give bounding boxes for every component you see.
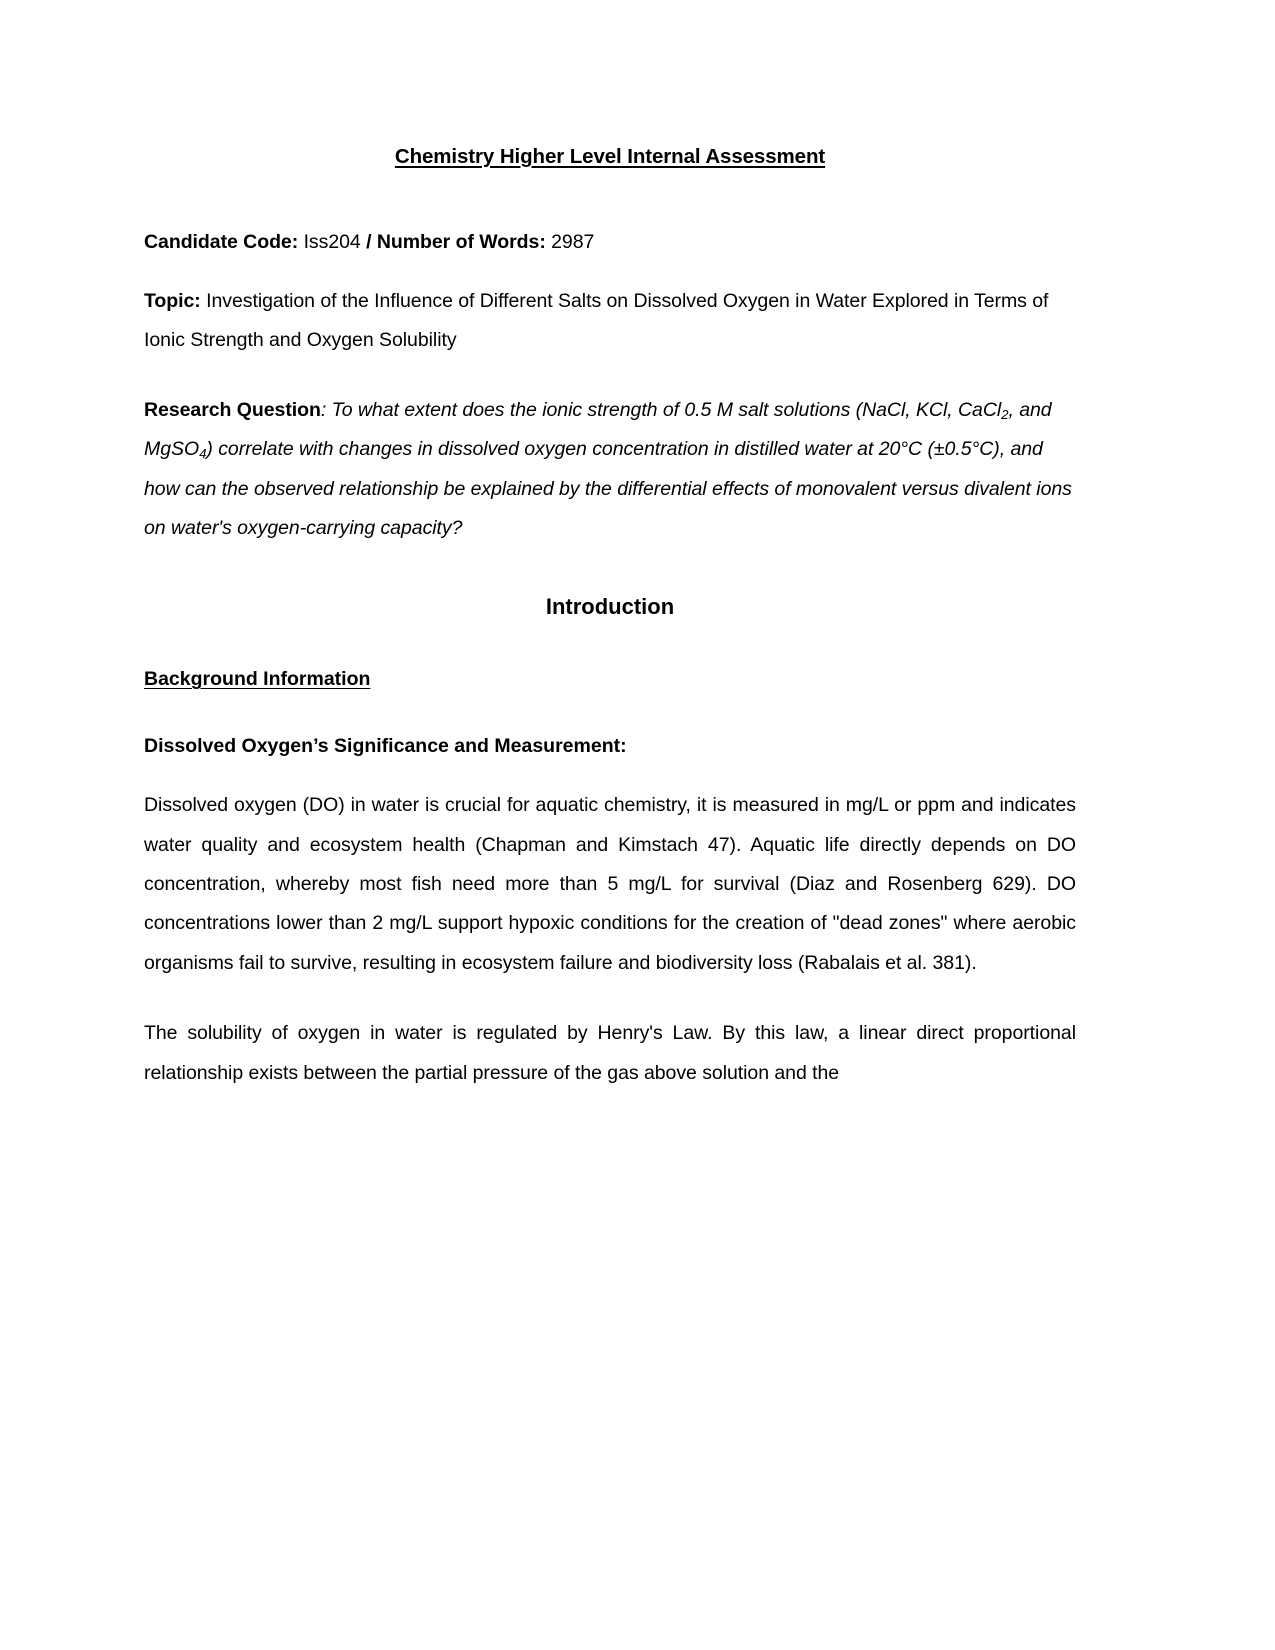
meta-separator: / — [366, 230, 372, 253]
subheading-background-information-text: Background Information — [144, 668, 371, 691]
candidate-meta-line — [144, 168, 1076, 253]
research-question-part-1: To what extent does the ionic strength of 0.5 M salt solutions (NaCl, KCl, CaCl — [331, 398, 1002, 421]
research-question-subscript-1: 2 — [1001, 406, 1009, 422]
research-question-part-2: , and MgSO — [144, 398, 1052, 461]
document-content — [144, 0, 1076, 1093]
section-heading-introduction: Introduction — [545, 594, 675, 620]
word-count-value: 2987 — [551, 230, 595, 253]
research-question-block — [144, 361, 1076, 549]
topic-label: Topic: — [144, 290, 201, 312]
research-question-label: Research Question — [144, 398, 321, 421]
word-count-label: Number of Words: — [376, 230, 546, 253]
candidate-code-value: Iss204 — [303, 230, 361, 253]
topic-text: Investigation of the Influence of Different Salts on Dissolved Oxygen in Water Explored in Terms of Ionic Strength and Oxygen Solubility — [144, 290, 1049, 352]
research-question-colon: : — [320, 398, 327, 421]
research-question-subscript-2: 4 — [199, 446, 207, 462]
subheading-dissolved-oxygen-significance: Dissolved Oxygen’s Significance and Measurement: — [144, 734, 627, 757]
subheading-background-information — [144, 618, 1076, 690]
body-paragraph-2: The solubility of oxygen in water is regulated by Henry's Law. By this law, a linear direct proportional relationship exists between the partial pressure of the gas above solution and the — [144, 1022, 1076, 1084]
research-question-part-3: ) correlate with changes in dissolved oxygen concentration in distilled water at 20°C (±0.5°C), and how can the observed relationship be explained by the differential effects of monovalent versus divalent ions on water's oxygen-carrying capacity? — [144, 438, 1072, 539]
candidate-code-label: Candidate Code: — [144, 230, 299, 253]
topic-block — [144, 252, 1076, 361]
page-title — [144, 0, 1076, 168]
body-paragraph-1: Dissolved oxygen (DO) in water is crucial for aquatic chemistry, it is measured in mg/L or ppm and indicates water quality and ecosystem health (Chapman and Kimstach 47). Aquatic life directly depends on DO concentration, whereby most fish need more than 5 mg/L for survival (Diaz and Rosenberg 629). DO concentrations lower than 2 mg/L support hypoxic conditions for the creation of "dead zones" where aerobic organisms fail to survive, resulting in ecosystem failure and biodiversity loss (Rabalais et al. 381). — [144, 794, 1076, 974]
page-title-text: Chemistry Higher Level Internal Assessment — [394, 145, 826, 168]
